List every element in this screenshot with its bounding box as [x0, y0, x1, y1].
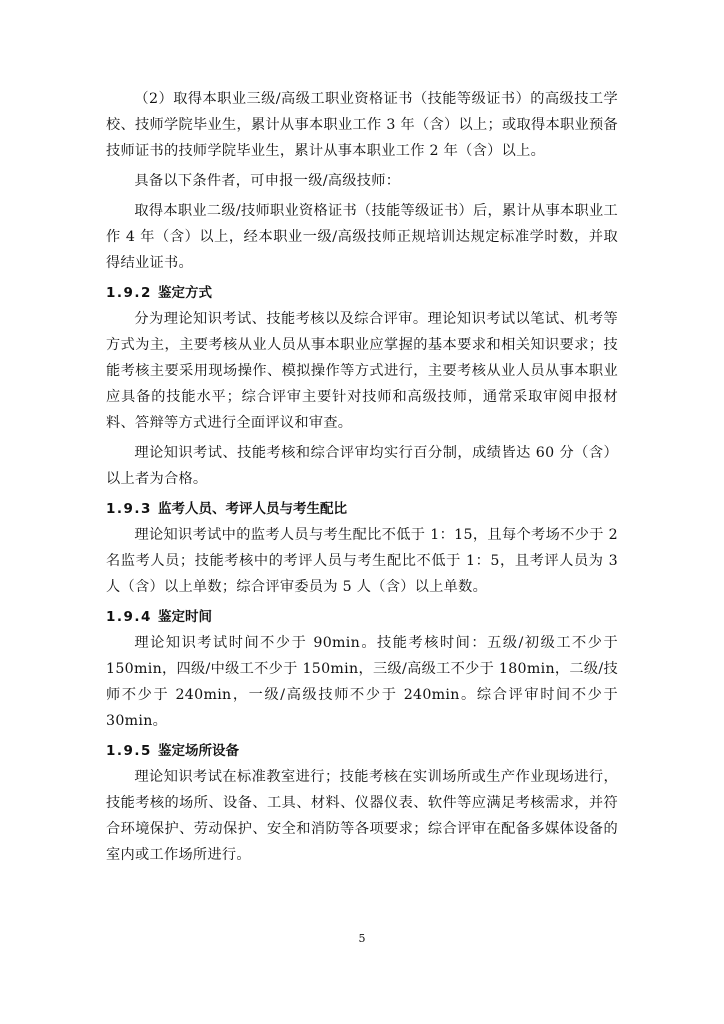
paragraph-assessment-method: 分为理论知识考试、技能考核以及综合评审。理论知识考试以笔试、机考等方式为主，主要考核从业人员从事本职业应掌握的基本要求和相关知识要求；技能考核主要采用现场操作、模拟操作等方式进行，主要考核从业人员从事本职业应具备的技能水平；综合评审主要针对技师和高级技师，通常采取审阅申报材料、答辩等方式进行全面评议和审查。	[106, 311, 618, 431]
section-heading-1-9-5	[106, 738, 618, 764]
paragraph-staff-ratio: 理论知识考试中的监考人员与考生配比不低于 1：15，且每个考场不少于 2 名监考人员；技能考核中的考评人员与考生配比不低于 1：5，且考评人员为 3 人（含）以上单数；综合评审委员为 5 人（含）以上单数。	[106, 527, 618, 595]
page-number: 5	[358, 932, 366, 945]
paragraph-senior-technician-intro: 具备以下条件者，可申报一级/高级技师：	[134, 173, 401, 189]
paragraph-qualification-2: （2）取得本职业三级/高级工职业资格证书（技能等级证书）的高级技工学校、技师学院毕业生，累计从事本职业工作 3 年（含）以上；或取得本职业预备技师证书的技师学院毕业生，累计从事本职业工作 2 年（含）以上。	[106, 91, 618, 159]
section-number: 1.9.4	[106, 609, 152, 625]
section-title: 鉴定方式	[158, 285, 212, 301]
paragraph-senior-technician-condition: 取得本职业二级/技师职业资格证书（技能等级证书）后，累计从事本职业工作 4 年（含）以上，经本职业一级/高级技师正规培训达规定标准学时数，并取得结业证书。	[106, 203, 618, 271]
section-title: 鉴定场所设备	[158, 743, 239, 759]
paragraph-scoring: 理论知识考试、技能考核和综合评审均实行百分制，成绩皆达 60 分（含）以上者为合格。	[106, 445, 618, 487]
paragraph-venue-equipment: 理论知识考试在标准教室进行；技能考核在实训场所或生产作业现场进行，技能考核的场所、设备、工具、材料、仪器仪表、软件等应满足考核需求，并符合环境保护、劳动保护、安全和消防等各项要求；综合评审在配备多媒体设备的室内或工作场所进行。	[106, 769, 618, 863]
section-number: 1.9.3	[106, 501, 152, 517]
document-body	[106, 86, 618, 868]
paragraph-assessment-time: 理论知识考试时间不少于 90min。技能考核时间：五级/初级工不少于 150min，四级/中级工不少于 150min，三级/高级工不少于 180min，二级/技师不少于 240min，一级/高级技师不少于 240min。综合评审时间不少于 30min。	[106, 635, 618, 729]
section-heading-1-9-3	[106, 496, 618, 522]
section-number: 1.9.2	[106, 285, 152, 301]
section-number: 1.9.5	[106, 743, 152, 759]
section-title: 鉴定时间	[158, 609, 212, 625]
section-heading-1-9-2	[106, 280, 618, 306]
section-heading-1-9-4	[106, 604, 618, 630]
section-title: 监考人员、考评人员与考生配比	[158, 501, 347, 517]
